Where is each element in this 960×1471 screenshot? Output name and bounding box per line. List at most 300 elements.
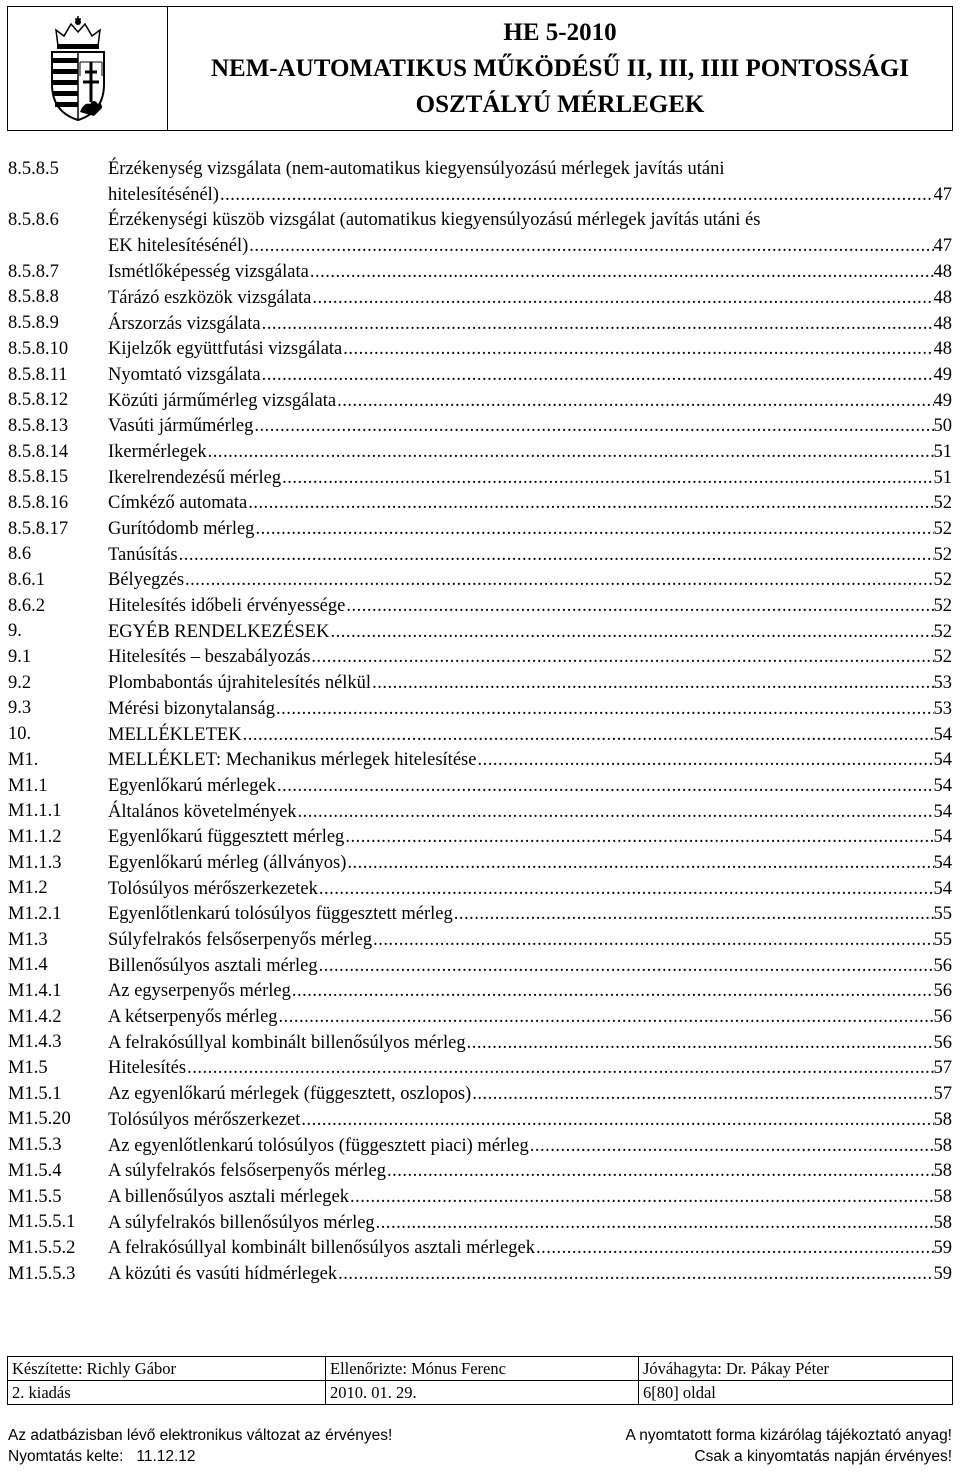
toc-entry-title: Ikermérlegek	[108, 441, 207, 462]
toc-entry-number: 8.5.8.11	[8, 364, 68, 385]
toc-entry-leader-line	[108, 234, 952, 260]
toc-entry-number: 10.	[8, 724, 32, 745]
toc-entry-number: 8.5.8.17	[8, 518, 69, 539]
toc-entry-number: M1.	[8, 749, 39, 770]
hungarian-coat-of-arms-icon	[44, 16, 112, 122]
document-title-line: OSZTÁLYÚ MÉRLEGEK	[415, 91, 705, 118]
dot-leader	[254, 519, 933, 540]
toc-entry[interactable]	[8, 774, 952, 800]
toc-entry-leader-line	[108, 1210, 952, 1236]
toc-entry-leader-line	[108, 568, 952, 594]
print-notes	[8, 1425, 952, 1467]
toc-entry[interactable]	[8, 876, 952, 902]
toc-entry-body	[108, 465, 952, 491]
toc-entry-leader-line	[108, 183, 952, 209]
dot-leader	[535, 1238, 934, 1259]
toc-entry[interactable]	[8, 928, 952, 954]
approved-by-cell: Jóváhagyta: Dr. Pákay Péter	[639, 1357, 953, 1381]
toc-entry-page-number: 48	[933, 262, 952, 283]
page-count-cell: 6[80] oldal	[639, 1381, 953, 1405]
toc-entry[interactable]	[8, 1082, 952, 1108]
toc-entry[interactable]	[8, 671, 952, 697]
toc-entry-body	[108, 722, 952, 748]
toc-entry[interactable]	[8, 491, 952, 517]
toc-entry[interactable]	[8, 568, 952, 594]
toc-entry-title: Tanúsítás	[108, 544, 178, 565]
toc-entry-leader-line	[108, 465, 952, 491]
toc-entry[interactable]	[8, 1185, 952, 1211]
toc-entry-number: M1.1.2	[8, 826, 62, 847]
toc-entry-page-number: 53	[933, 698, 952, 719]
toc-entry[interactable]	[8, 902, 952, 928]
toc-entry-title: Kijelzők együttfutási vizsgálata	[108, 339, 343, 360]
toc-entry-body	[108, 748, 952, 774]
toc-entry-page-number: 52	[933, 570, 952, 591]
toc-entry-body	[108, 1159, 952, 1185]
toc-entry-title: Mérési bizonytalanság	[108, 698, 275, 719]
toc-entry-number: M1.5.3	[8, 1135, 62, 1156]
toc-entry-page-number: 49	[933, 390, 952, 411]
toc-entry-title: A billenősúlyos asztali mérlegek	[108, 1186, 349, 1207]
dot-leader	[275, 699, 934, 720]
toc-entry-body	[108, 953, 952, 979]
toc-entry-title: A kétserpenyős mérleg	[108, 1007, 278, 1028]
toc-entry-page-number: 57	[933, 1058, 952, 1079]
toc-entry-body	[108, 774, 952, 800]
toc-entry-leader-line	[108, 619, 952, 645]
edition-cell: 2. kiadás	[8, 1381, 326, 1405]
toc-entry-leader-line	[108, 902, 952, 928]
dot-leader	[318, 879, 934, 900]
toc-entry[interactable]	[8, 337, 952, 363]
toc-entry-leader-line	[108, 491, 952, 517]
toc-entry[interactable]	[8, 388, 952, 414]
toc-entry-number: M1.5.5.3	[8, 1263, 76, 1284]
approval-table	[7, 1356, 953, 1405]
toc-entry-page-number: 51	[933, 467, 952, 488]
toc-entry[interactable]	[8, 208, 952, 259]
toc-entry-title: Billenősúlyos asztali mérleg	[108, 955, 318, 976]
toc-entry[interactable]	[8, 825, 952, 851]
toc-entry[interactable]	[8, 696, 952, 722]
toc-entry-title: Gurítódomb mérleg	[108, 519, 255, 539]
toc-entry[interactable]	[8, 1262, 952, 1288]
toc-entry-leader-line	[108, 928, 952, 954]
toc-entry-title: Hitelesítés	[108, 1058, 187, 1079]
dot-leader	[281, 468, 933, 489]
date-cell: 2010. 01. 29.	[326, 1381, 639, 1405]
toc-entry-number: 9.	[8, 621, 22, 642]
toc-entry-body	[108, 1133, 952, 1159]
printed-form-note: A nyomtatott forma kizárólag tájékoztató anyag!	[625, 1427, 952, 1444]
toc-entry-page-number: 52	[933, 647, 952, 668]
toc-entry-page-number: 53	[933, 673, 952, 694]
toc-entry-body	[108, 1185, 952, 1211]
toc-entry-leader-line	[108, 1005, 952, 1031]
dot-leader	[453, 904, 934, 925]
toc-entry-page-number: 59	[933, 1263, 952, 1284]
toc-entry-leader-line	[108, 671, 952, 697]
toc-entry[interactable]	[8, 979, 952, 1005]
toc-entry[interactable]	[8, 414, 952, 440]
toc-entry-body	[108, 260, 952, 286]
toc-entry-number: 9.2	[8, 672, 32, 693]
toc-entry-leader-line	[108, 1262, 952, 1288]
toc-entry-page-number: 54	[933, 775, 952, 796]
toc-entry-body	[108, 1107, 952, 1133]
toc-entry-body	[108, 799, 952, 825]
toc-entry-leader-line	[108, 285, 952, 311]
toc-entry[interactable]	[8, 285, 952, 311]
toc-entry[interactable]	[8, 594, 952, 620]
toc-entry-title: Az egyenlőkarú mérlegek (függesztett, oszlopos)	[108, 1084, 472, 1105]
toc-entry-title: Ikerelrendezésű mérleg	[108, 467, 282, 488]
crest-cell	[8, 7, 168, 130]
toc-entry-body	[108, 1262, 952, 1288]
dot-leader	[261, 365, 934, 386]
toc-entry-page-number: 55	[933, 904, 952, 925]
dot-leader	[349, 1187, 934, 1208]
toc-entry-body	[108, 157, 952, 208]
toc-entry-body	[108, 851, 952, 877]
toc-entry[interactable]	[8, 1133, 952, 1159]
toc-entry-title: Plombabontás újrahitelesítés nélkül	[108, 673, 372, 694]
toc-entry[interactable]	[8, 1056, 952, 1082]
toc-entry-page-number: 56	[933, 1032, 952, 1053]
toc-entry-leader-line	[108, 979, 952, 1005]
dot-leader	[346, 853, 933, 874]
toc-entry-body	[108, 876, 952, 902]
dot-leader	[297, 802, 934, 823]
toc-entry-page-number: 55	[933, 930, 952, 950]
toc-entry-body	[108, 542, 952, 568]
toc-entry-number: M1.2.1	[8, 903, 62, 924]
toc-entry-number: 9.1	[8, 647, 32, 668]
toc-entry-leader-line	[108, 825, 952, 851]
dot-leader	[186, 1058, 933, 1079]
toc-entry-title: A súlyfelrakós felsőserpenyős mérleg	[108, 1161, 386, 1182]
toc-entry-page-number: 54	[933, 827, 952, 848]
toc-entry-leader-line	[108, 1030, 952, 1056]
toc-entry-leader-line	[108, 517, 952, 543]
toc-entry-number: 8.5.8.14	[8, 441, 69, 462]
toc-entry-number: M1.5.4	[8, 1160, 62, 1181]
toc-entry-number: 9.3	[8, 698, 32, 719]
toc-entry-number: 8.5.8.13	[8, 415, 69, 436]
toc-entry-page-number: 54	[933, 801, 952, 822]
print-date-note: Nyomtatás kelte: 11.12.12	[8, 1448, 196, 1465]
toc-entry-title: Súlyfelrakós felsőserpenyős mérleg	[108, 930, 373, 950]
toc-entry[interactable]	[8, 363, 952, 389]
toc-entry-leader-line	[108, 876, 952, 902]
toc-entry-leader-line	[108, 953, 952, 979]
toc-entry-body	[108, 594, 952, 620]
dot-leader	[278, 1007, 934, 1028]
document-title-line: NEM-AUTOMATIKUS MŰKÖDÉSŰ II, III, IIII PONTOSSÁGI	[210, 55, 910, 82]
toc-entry-leader-line	[108, 414, 952, 440]
toc-entry-title: MELLÉKLETEK	[108, 724, 242, 745]
toc-entry-page-number: 56	[933, 1007, 952, 1028]
toc-entry-title: Érzékenységi küszöb vizsgálat (automatikus kiegyensúlyozású mérlegek javítás utáni és	[108, 210, 761, 231]
toc-entry-page-number: 54	[933, 724, 952, 745]
toc-entry-title: Hitelesítés időbeli érvényessége	[108, 596, 346, 617]
dot-leader	[318, 956, 934, 977]
toc-entry-page-number: 59	[933, 1238, 952, 1259]
toc-entry-leader-line	[108, 1056, 952, 1082]
toc-entry-body	[108, 285, 952, 311]
toc-entry[interactable]	[8, 1005, 952, 1031]
toc-entry-title: Hitelesítés – beszabályozás	[108, 647, 311, 668]
toc-entry[interactable]	[8, 440, 952, 466]
dot-leader	[248, 236, 933, 257]
toc-entry-page-number: 52	[933, 493, 952, 514]
toc-entry-body	[108, 208, 952, 259]
toc-entry-leader-line	[108, 1082, 952, 1108]
toc-entry-body	[108, 979, 952, 1005]
toc-entry-number: 8.6	[8, 544, 32, 565]
dot-leader	[300, 1110, 933, 1131]
dot-leader	[386, 1161, 934, 1182]
toc-entry-number: M1.3	[8, 929, 48, 950]
toc-entry-leader-line	[108, 337, 952, 363]
toc-entry-number: M1.5.1	[8, 1083, 62, 1104]
dot-leader	[207, 442, 934, 463]
toc-entry-leader-line	[108, 1185, 952, 1211]
toc-entry[interactable]	[8, 1236, 952, 1262]
toc-entry-title: Az egyserpenyős mérleg	[108, 981, 291, 1002]
toc-entry-title: Tolósúlyos mérőszerkezet	[108, 1109, 301, 1130]
dot-leader	[466, 1033, 934, 1054]
toc-entry[interactable]	[8, 465, 952, 491]
document-title	[168, 7, 952, 130]
toc-entry[interactable]	[8, 311, 952, 337]
table-of-contents	[8, 157, 952, 1287]
toc-entry-number: 8.5.8.7	[8, 261, 59, 282]
dot-leader	[242, 725, 934, 746]
checked-by-cell: Ellenőrizte: Mónus Ferenc	[326, 1357, 639, 1381]
toc-entry-body	[108, 928, 952, 954]
toc-entry[interactable]	[8, 542, 952, 568]
toc-entry-number: M1.4.2	[8, 1006, 62, 1027]
toc-entry-title: Érzékenység vizsgálata (nem-automatikus kiegyensúlyozású mérlegek javítás utáni	[108, 159, 725, 179]
toc-entry-page-number: 48	[933, 287, 952, 308]
toc-entry-page-number: 52	[933, 596, 952, 617]
dot-leader	[471, 1084, 933, 1105]
toc-entry-page-number: 58	[933, 1212, 952, 1233]
toc-entry-body	[108, 440, 952, 466]
dot-leader	[375, 1213, 934, 1234]
dot-leader	[345, 596, 933, 617]
toc-entry-body	[108, 491, 952, 517]
dot-leader	[219, 185, 934, 206]
toc-entry-title: A felrakósúllyal kombinált billenősúlyos asztali mérlegek	[108, 1238, 535, 1259]
prepared-by-cell: Készítette: Richly Gábor	[8, 1357, 326, 1381]
toc-entry-title: EK hitelesítésénél)	[108, 236, 249, 257]
toc-entry-title: Egyenlőkarú mérleg (állványos)	[108, 852, 347, 873]
toc-entry-body	[108, 363, 952, 389]
dot-leader	[309, 262, 934, 283]
toc-entry-number: 8.5.8.12	[8, 390, 69, 411]
toc-entry-leader-line	[108, 774, 952, 800]
toc-entry-leader-line	[108, 594, 952, 620]
toc-entry-body	[108, 1082, 952, 1108]
dot-leader	[291, 981, 934, 1002]
toc-entry-body	[108, 671, 952, 697]
toc-entry[interactable]	[8, 157, 952, 208]
toc-entry-page-number: 56	[933, 955, 952, 976]
toc-entry-body	[108, 1056, 952, 1082]
validity-note: Csak a kinyomtatás napján érvényes!	[694, 1448, 952, 1465]
toc-entry-number: M1.5	[8, 1058, 48, 1079]
toc-entry-number: 8.5.8.9	[8, 313, 59, 334]
toc-entry-page-number: 48	[933, 339, 952, 360]
toc-entry[interactable]	[8, 619, 952, 645]
toc-entry-body	[108, 619, 952, 645]
toc-entry-leader-line	[108, 1107, 952, 1133]
dot-leader	[344, 827, 933, 848]
toc-entry-title: Címkéző automata	[108, 493, 248, 514]
toc-entry[interactable]	[8, 851, 952, 877]
toc-entry[interactable]	[8, 1030, 952, 1056]
toc-entry-body	[108, 311, 952, 337]
toc-entry[interactable]	[8, 722, 952, 748]
note-row	[8, 1446, 952, 1467]
toc-entry-leader-line	[108, 748, 952, 774]
toc-entry-page-number: 52	[933, 544, 952, 565]
toc-entry-title: Tolósúlyos mérőszerkezetek	[108, 878, 318, 899]
toc-entry[interactable]	[8, 645, 952, 671]
dot-leader	[372, 930, 933, 951]
toc-entry-number: M1.2	[8, 878, 48, 899]
toc-entry-title: Bélyegzés	[108, 570, 185, 591]
toc-entry-page-number: 58	[933, 1135, 952, 1156]
toc-entry[interactable]	[8, 1210, 952, 1236]
dot-leader	[476, 750, 933, 771]
toc-entry-leader-line	[108, 1159, 952, 1185]
dot-leader	[311, 288, 933, 309]
toc-entry-number: M1.5.5	[8, 1186, 62, 1207]
note-row	[8, 1425, 952, 1446]
toc-entry-title: A közúti és vasúti hídmérlegek	[108, 1263, 338, 1284]
document-header	[7, 6, 953, 131]
toc-entry-leader-line	[108, 1133, 952, 1159]
toc-entry-leader-line	[108, 722, 952, 748]
toc-entry-body	[108, 902, 952, 928]
dot-leader	[276, 776, 934, 797]
edition-row	[8, 1381, 953, 1405]
toc-entry-number: M1.1.1	[8, 801, 62, 822]
toc-entry-body	[108, 696, 952, 722]
toc-entry-body	[108, 517, 952, 543]
toc-entry-title: Egyenlőtlenkarú tolósúlyos függesztett mérleg	[108, 904, 453, 925]
electronic-version-note: Az adatbázisban lévő elektronikus változat az érvényes!	[8, 1427, 393, 1444]
toc-entry-page-number: 58	[933, 1109, 952, 1130]
toc-entry-body	[108, 645, 952, 671]
toc-entry-number: M1.4.3	[8, 1032, 62, 1053]
toc-entry[interactable]	[8, 260, 952, 286]
toc-entry-page-number: 50	[933, 416, 952, 437]
toc-entry[interactable]	[8, 1107, 952, 1133]
dot-leader	[342, 339, 933, 360]
toc-entry-page-number: 49	[933, 364, 952, 385]
toc-entry-body	[108, 825, 952, 851]
dot-leader	[329, 622, 933, 643]
toc-entry-number: 8.5.8.6	[8, 210, 59, 231]
toc-entry-number: 8.5.8.16	[8, 492, 69, 513]
toc-entry-title: MELLÉKLET: Mechanikus mérlegek hitelesítése	[108, 750, 477, 771]
toc-entry[interactable]	[8, 953, 952, 979]
toc-entry-number: 8.6.1	[8, 570, 45, 591]
toc-entry-body	[108, 1210, 952, 1236]
approval-row	[8, 1357, 953, 1381]
toc-entry-number: 8.5.8.5	[8, 159, 59, 179]
toc-entry-body	[108, 1005, 952, 1031]
toc-entry-title: A súlyfelrakós billenősúlyos mérleg	[108, 1212, 375, 1233]
toc-entry-leader-line	[108, 851, 952, 877]
document-code: HE 5-2010	[503, 19, 617, 46]
toc-entry[interactable]	[8, 748, 952, 774]
toc-entry-number: 8.5.8.8	[8, 287, 59, 308]
toc-entry-page-number: 58	[933, 1161, 952, 1182]
toc-entry-title: A felrakósúllyal kombinált billenősúlyos mérleg	[108, 1032, 466, 1053]
toc-entry-page-number: 51	[933, 441, 952, 462]
dot-leader	[247, 493, 933, 514]
toc-entry-page-number: 58	[933, 1186, 952, 1207]
toc-entry[interactable]	[8, 799, 952, 825]
toc-entry-body	[108, 1236, 952, 1262]
toc-entry-page-number: 57	[933, 1084, 952, 1105]
toc-entry-number: M1.4	[8, 955, 48, 976]
toc-entry[interactable]	[8, 1159, 952, 1185]
toc-entry-leader-line	[108, 1236, 952, 1262]
toc-entry-body	[108, 568, 952, 594]
toc-entry-page-number: 47	[933, 185, 952, 206]
toc-entry-title: hitelesítésénél)	[108, 185, 219, 206]
toc-entry-title: Vasúti járműmérleg	[108, 416, 254, 437]
toc-entry-leader-line	[108, 388, 952, 414]
dot-leader	[337, 1264, 933, 1285]
toc-entry-number: M1.1	[8, 775, 48, 796]
toc-entry-number: M1.5.5.2	[8, 1237, 76, 1258]
toc-entry-title: Árszorzás vizsgálata	[108, 313, 261, 334]
toc-entry-leader-line	[108, 311, 952, 337]
toc-entry-body	[108, 1030, 952, 1056]
toc-entry-leader-line	[108, 260, 952, 286]
toc-entry-body	[108, 337, 952, 363]
toc-entry-leader-line	[108, 542, 952, 568]
toc-entry-page-number: 54	[933, 878, 952, 899]
dot-leader	[178, 545, 934, 566]
toc-entry-leader-line	[108, 645, 952, 671]
toc-entry-number: M1.5.20	[8, 1109, 71, 1130]
toc-entry-title: EGYÉB RENDELKEZÉSEK	[108, 621, 330, 642]
toc-entry-leader-line	[108, 696, 952, 722]
toc-entry-page-number: 54	[933, 750, 952, 771]
toc-entry-page-number: 54	[933, 852, 952, 873]
toc-entry-number: 8.5.8.10	[8, 338, 69, 359]
dot-leader	[371, 673, 933, 694]
toc-entry-number: 8.5.8.15	[8, 467, 69, 488]
toc-entry-body	[108, 414, 952, 440]
toc-entry-title: Egyenlőkarú mérlegek	[108, 775, 276, 796]
toc-entry-leader-line	[108, 440, 952, 466]
toc-entry-title: Ismétlőképesség vizsgálata	[108, 262, 309, 283]
toc-entry-title: Az egyenlőtlenkarú tolósúlyos (függesztett piaci) mérleg	[108, 1135, 529, 1156]
toc-entry-number: M1.5.5.1	[8, 1212, 76, 1233]
toc-entry-title: Egyenlőkarú függesztett mérleg	[108, 827, 345, 848]
toc-entry-page-number: 56	[933, 981, 952, 1002]
toc-entry[interactable]	[8, 517, 952, 543]
